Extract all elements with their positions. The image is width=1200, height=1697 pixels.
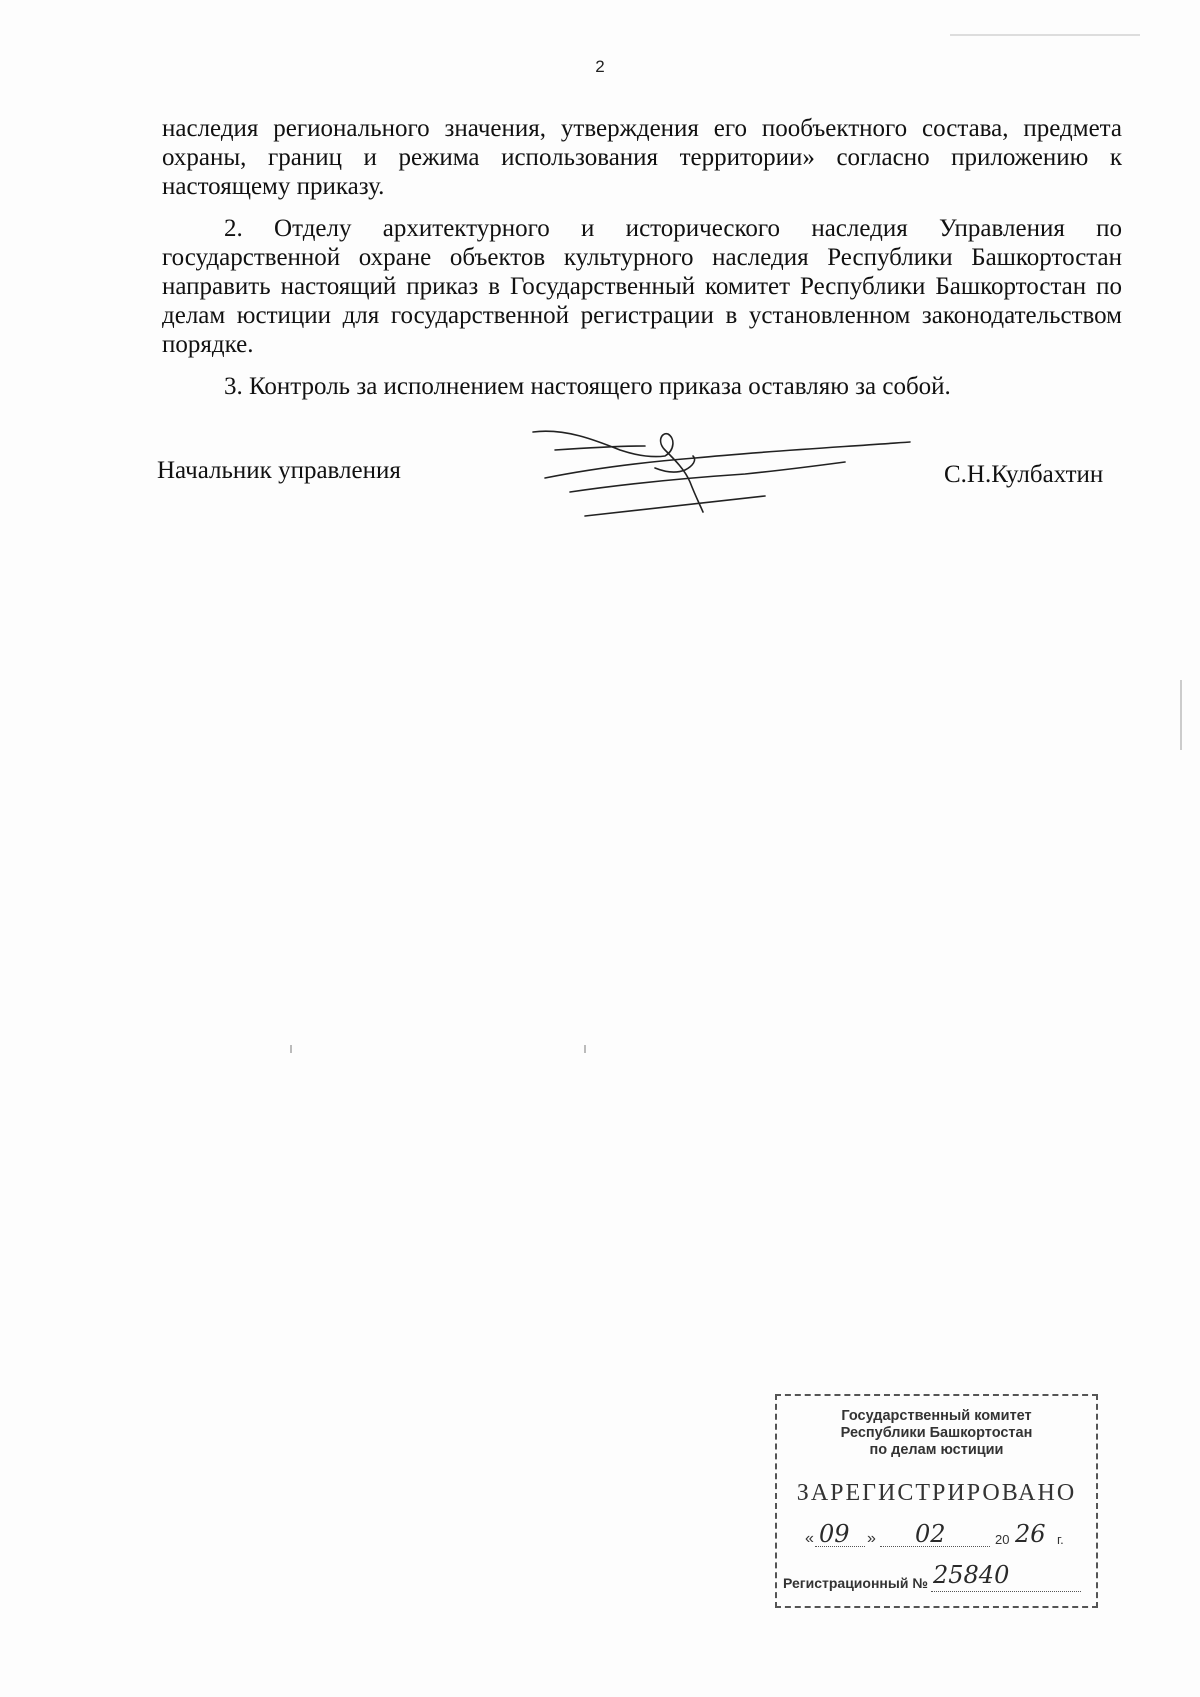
scan-artifact [290, 1045, 292, 1053]
paragraph-1: наследия регионального значения, утверждения его пообъектного состава, предмета охраны, границ и режима использования территории» согласно приложению к настоящему приказу. [162, 115, 1122, 200]
stamp-org-line: по делам юстиции [869, 1442, 1004, 1458]
stamp-month: 02 [915, 1520, 946, 1548]
signatory-position: Начальник управления [157, 457, 401, 484]
stamp-status: ЗАРЕГИСТРИРОВАНО [796, 1480, 1077, 1506]
stamp-reg-label: Регистрационный № [783, 1575, 928, 1591]
scan-artifact [584, 1045, 586, 1053]
paragraph-3: 3. Контроль за исполнением настоящего приказа оставляю за собой. [224, 373, 951, 400]
stamp-day: 09 [819, 1520, 850, 1548]
stamp-day-line [815, 1546, 865, 1547]
stamp-org-line: Государственный комитет [841, 1408, 1032, 1424]
stamp-year-unit: г. [1057, 1532, 1064, 1547]
stamp-reg-line [931, 1591, 1081, 1592]
paragraph-2: 2. Отделу архитектурного и исторического наследия Управления по государственной охране объектов культурного наследия Республики Башкортостан направить настоящий приказ в Государственный комитет Республики Башкортостан по делам юстиции для государственной регистрации в установленном законодательством порядке. [162, 215, 1122, 358]
stamp-org-line: Республики Башкортостан [840, 1425, 1033, 1441]
registration-stamp [775, 1394, 1098, 1608]
stamp-quote-open: « [805, 1530, 814, 1547]
stamp-year-prefix: 20 [995, 1532, 1010, 1547]
handwritten-signature [525, 420, 915, 520]
stamp-registration [783, 1561, 1083, 1599]
stamp-organization [777, 1408, 1096, 1459]
signatory-name: С.Н.Кулбахтин [944, 461, 1104, 488]
scan-artifact [1180, 680, 1182, 750]
page-number: 2 [595, 57, 605, 76]
stamp-reg-number: 25840 [933, 1561, 1010, 1589]
stamp-date [805, 1520, 1085, 1556]
scan-artifact [950, 34, 1140, 36]
stamp-year-suffix: 26 [1015, 1520, 1046, 1548]
stamp-quote-close: » [867, 1530, 876, 1547]
stamp-month-line [880, 1546, 990, 1547]
